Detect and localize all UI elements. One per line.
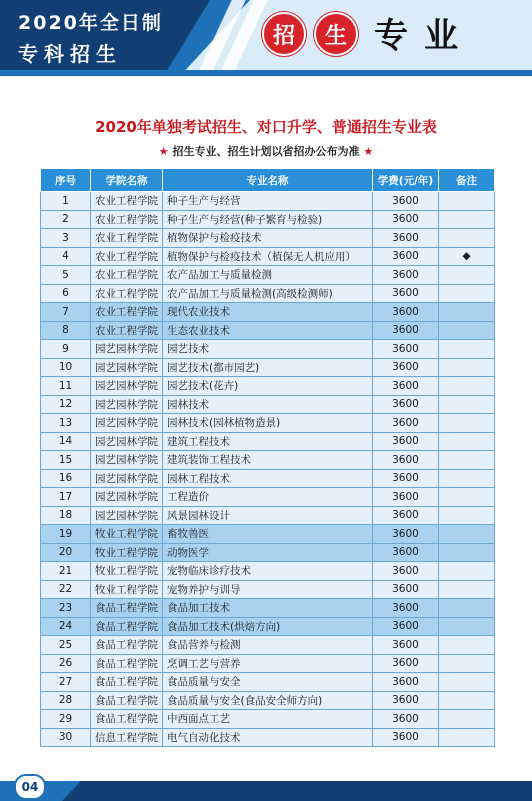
cell-college: 园艺园林学院: [91, 340, 163, 359]
cell-major: 园林技术: [163, 395, 373, 414]
cell-college: 食品工程学院: [91, 710, 163, 729]
cell-college: 食品工程学院: [91, 599, 163, 618]
cell-major: 种子生产与经营: [163, 192, 373, 211]
table-row: [41, 303, 495, 322]
cell-note: [439, 654, 495, 673]
table-header-row: [41, 169, 495, 192]
table-row: [41, 432, 495, 451]
cell-fee: 3600: [373, 506, 439, 525]
page-number: 04: [14, 774, 46, 800]
table-row: [41, 636, 495, 655]
page-subtitle: [0, 143, 532, 159]
cell-major: 食品质量与安全: [163, 673, 373, 692]
cell-major: 建筑工程技术: [163, 432, 373, 451]
cell-note: [439, 728, 495, 747]
cell-college: 农业工程学院: [91, 192, 163, 211]
table-row: [41, 580, 495, 599]
cell-fee: 3600: [373, 247, 439, 266]
cell-note: [439, 266, 495, 285]
table-row: [41, 395, 495, 414]
cell-fee: 3600: [373, 580, 439, 599]
cell-note: [439, 432, 495, 451]
banner-enroll-text: 专科招生: [18, 42, 122, 66]
table-row: [41, 673, 495, 692]
cell-fee: 3600: [373, 469, 439, 488]
header-fee: 学费(元/年): [373, 169, 439, 192]
cell-college: 食品工程学院: [91, 673, 163, 692]
table-row: [41, 266, 495, 285]
cell-college: 农业工程学院: [91, 284, 163, 303]
table-row: [41, 710, 495, 729]
cell-no: 14: [41, 432, 91, 451]
cell-major: 现代农业技术: [163, 303, 373, 322]
cell-college: 食品工程学院: [91, 636, 163, 655]
cell-note: [439, 543, 495, 562]
cell-college: 园艺园林学院: [91, 488, 163, 507]
header-banner: [0, 0, 532, 76]
table-row: [41, 728, 495, 747]
cell-fee: 3600: [373, 321, 439, 340]
cell-note: [439, 599, 495, 618]
table-row: [41, 654, 495, 673]
cell-note: [439, 377, 495, 396]
cell-no: 6: [41, 284, 91, 303]
cell-college: 牧业工程学院: [91, 562, 163, 581]
cell-major: 宠物养护与训导: [163, 580, 373, 599]
cell-college: 园艺园林学院: [91, 395, 163, 414]
cell-college: 农业工程学院: [91, 321, 163, 340]
cell-note: [439, 562, 495, 581]
cell-college: 牧业工程学院: [91, 525, 163, 544]
table-row: [41, 192, 495, 211]
cell-major: 种子生产与经营(种子繁育与检验): [163, 210, 373, 229]
cell-note: [439, 691, 495, 710]
cell-fee: 3600: [373, 636, 439, 655]
page-title: 2020年单独考试招生、对口升学、普通招生专业表: [95, 118, 437, 136]
cell-college: 农业工程学院: [91, 229, 163, 248]
cell-note: [439, 636, 495, 655]
cell-major: 畜牧兽医: [163, 525, 373, 544]
majors-table: [40, 168, 495, 747]
cell-fee: 3600: [373, 599, 439, 618]
cell-no: 27: [41, 673, 91, 692]
cell-major: 动物医学: [163, 543, 373, 562]
cell-fee: 3600: [373, 691, 439, 710]
cell-no: 4: [41, 247, 91, 266]
table-row: [41, 358, 495, 377]
cell-fee: 3600: [373, 654, 439, 673]
table-row: [41, 562, 495, 581]
cell-no: 19: [41, 525, 91, 544]
table-row: [41, 691, 495, 710]
cell-fee: 3600: [373, 340, 439, 359]
cell-no: 12: [41, 395, 91, 414]
cell-no: 16: [41, 469, 91, 488]
cell-college: 园艺园林学院: [91, 414, 163, 433]
cell-major: 园林技术(园林植物造景): [163, 414, 373, 433]
cell-no: 7: [41, 303, 91, 322]
cell-note: [439, 488, 495, 507]
table-body: [41, 192, 495, 747]
cell-no: 3: [41, 229, 91, 248]
table-row: [41, 321, 495, 340]
cell-college: 农业工程学院: [91, 247, 163, 266]
cell-major: 食品加工技术(烘焙方向): [163, 617, 373, 636]
cell-college: 园艺园林学院: [91, 377, 163, 396]
cell-fee: 3600: [373, 525, 439, 544]
cell-note: [439, 358, 495, 377]
cell-fee: 3600: [373, 266, 439, 285]
cell-note: [439, 710, 495, 729]
cell-no: 11: [41, 377, 91, 396]
table-row: [41, 469, 495, 488]
cell-major: 烹调工艺与营养: [163, 654, 373, 673]
cell-no: 15: [41, 451, 91, 470]
cell-fee: 3600: [373, 710, 439, 729]
cell-fee: 3600: [373, 358, 439, 377]
cell-note: [439, 340, 495, 359]
cell-college: 园艺园林学院: [91, 358, 163, 377]
cell-college: 食品工程学院: [91, 654, 163, 673]
cell-fee: 3600: [373, 488, 439, 507]
cell-no: 5: [41, 266, 91, 285]
cell-note: [439, 580, 495, 599]
table-row: [41, 229, 495, 248]
cell-no: 9: [41, 340, 91, 359]
cell-no: 30: [41, 728, 91, 747]
cell-fee: 3600: [373, 451, 439, 470]
cell-note: [439, 210, 495, 229]
cell-college: 食品工程学院: [91, 691, 163, 710]
cell-note: [439, 321, 495, 340]
cell-major: 电气自动化技术: [163, 728, 373, 747]
banner-year-text: 2020年全日制: [18, 12, 163, 34]
table-row: [41, 247, 495, 266]
cell-note: [439, 469, 495, 488]
cell-major: 农产品加工与质量检测(高级检测师): [163, 284, 373, 303]
seal-sheng: 生: [314, 12, 358, 56]
cell-fee: 3600: [373, 617, 439, 636]
cell-no: 21: [41, 562, 91, 581]
cell-major: 园艺技术(花卉): [163, 377, 373, 396]
table-row: [41, 451, 495, 470]
cell-fee: 3600: [373, 192, 439, 211]
cell-fee: 3600: [373, 229, 439, 248]
cell-major: 食品加工技术: [163, 599, 373, 618]
cell-note: [439, 673, 495, 692]
cell-major: 食品营养与检测: [163, 636, 373, 655]
table-row: [41, 414, 495, 433]
cell-college: 农业工程学院: [91, 303, 163, 322]
cell-no: 22: [41, 580, 91, 599]
header-major: 专业名称: [163, 169, 373, 192]
cell-college: 园艺园林学院: [91, 506, 163, 525]
banner-bottom-bar: [0, 70, 532, 76]
cell-fee: 3600: [373, 414, 439, 433]
cell-no: 23: [41, 599, 91, 618]
cell-fee: 3600: [373, 673, 439, 692]
footer-bar: [0, 781, 532, 801]
cell-college: 园艺园林学院: [91, 432, 163, 451]
cell-note: [439, 229, 495, 248]
brush-ye: 业: [424, 16, 458, 56]
table-row: [41, 210, 495, 229]
cell-major: 植物保护与检疫技术: [163, 229, 373, 248]
star-icon: ★: [363, 145, 374, 158]
cell-fee: 3600: [373, 562, 439, 581]
header-no: 序号: [41, 169, 91, 192]
cell-college: 信息工程学院: [91, 728, 163, 747]
cell-major: 工程造价: [163, 488, 373, 507]
table-row: [41, 543, 495, 562]
table-row: [41, 377, 495, 396]
header-note: 备注: [439, 169, 495, 192]
table-row: [41, 506, 495, 525]
cell-major: 建筑装饰工程技术: [163, 451, 373, 470]
cell-major: 园林工程技术: [163, 469, 373, 488]
subtitle-text: 招生专业、招生计划以省招办公布为准: [172, 145, 360, 158]
cell-no: 17: [41, 488, 91, 507]
table-row: [41, 488, 495, 507]
cell-fee: 3600: [373, 303, 439, 322]
cell-major: 中西面点工艺: [163, 710, 373, 729]
cell-major: 园艺技术(都市园艺): [163, 358, 373, 377]
cell-note: [439, 414, 495, 433]
cell-no: 10: [41, 358, 91, 377]
cell-note: ◆: [439, 247, 495, 266]
cell-college: 农业工程学院: [91, 210, 163, 229]
brush-zhuan: 专: [374, 16, 408, 56]
cell-no: 13: [41, 414, 91, 433]
table-row: [41, 525, 495, 544]
cell-no: 18: [41, 506, 91, 525]
cell-college: 牧业工程学院: [91, 543, 163, 562]
seal-zhao: 招: [262, 12, 306, 56]
header-college: 学院名称: [91, 169, 163, 192]
cell-no: 26: [41, 654, 91, 673]
cell-note: [439, 617, 495, 636]
cell-note: [439, 451, 495, 470]
table-row: [41, 617, 495, 636]
cell-major: 园艺技术: [163, 340, 373, 359]
cell-fee: 3600: [373, 543, 439, 562]
cell-note: [439, 284, 495, 303]
cell-fee: 3600: [373, 284, 439, 303]
cell-fee: 3600: [373, 432, 439, 451]
cell-major: 宠物临床诊疗技术: [163, 562, 373, 581]
cell-fee: 3600: [373, 210, 439, 229]
table-row: [41, 599, 495, 618]
cell-note: [439, 395, 495, 414]
cell-major: 农产品加工与质量检测: [163, 266, 373, 285]
cell-no: 8: [41, 321, 91, 340]
cell-major: 生态农业技术: [163, 321, 373, 340]
cell-college: 食品工程学院: [91, 617, 163, 636]
cell-no: 28: [41, 691, 91, 710]
cell-note: [439, 303, 495, 322]
cell-college: 园艺园林学院: [91, 469, 163, 488]
cell-note: [439, 525, 495, 544]
cell-no: 20: [41, 543, 91, 562]
cell-no: 25: [41, 636, 91, 655]
table-row: [41, 340, 495, 359]
star-icon: ★: [158, 145, 169, 158]
cell-college: 园艺园林学院: [91, 451, 163, 470]
cell-no: 29: [41, 710, 91, 729]
cell-fee: 3600: [373, 395, 439, 414]
cell-note: [439, 506, 495, 525]
cell-fee: 3600: [373, 728, 439, 747]
cell-no: 1: [41, 192, 91, 211]
cell-college: 农业工程学院: [91, 266, 163, 285]
cell-fee: 3600: [373, 377, 439, 396]
table-row: [41, 284, 495, 303]
cell-no: 24: [41, 617, 91, 636]
cell-major: 植物保护与检疫技术（植保无人机应用）: [163, 247, 373, 266]
cell-major: 食品质量与安全(食品安全师方向): [163, 691, 373, 710]
cell-major: 风景园林设计: [163, 506, 373, 525]
cell-college: 牧业工程学院: [91, 580, 163, 599]
cell-no: 2: [41, 210, 91, 229]
cell-note: [439, 192, 495, 211]
